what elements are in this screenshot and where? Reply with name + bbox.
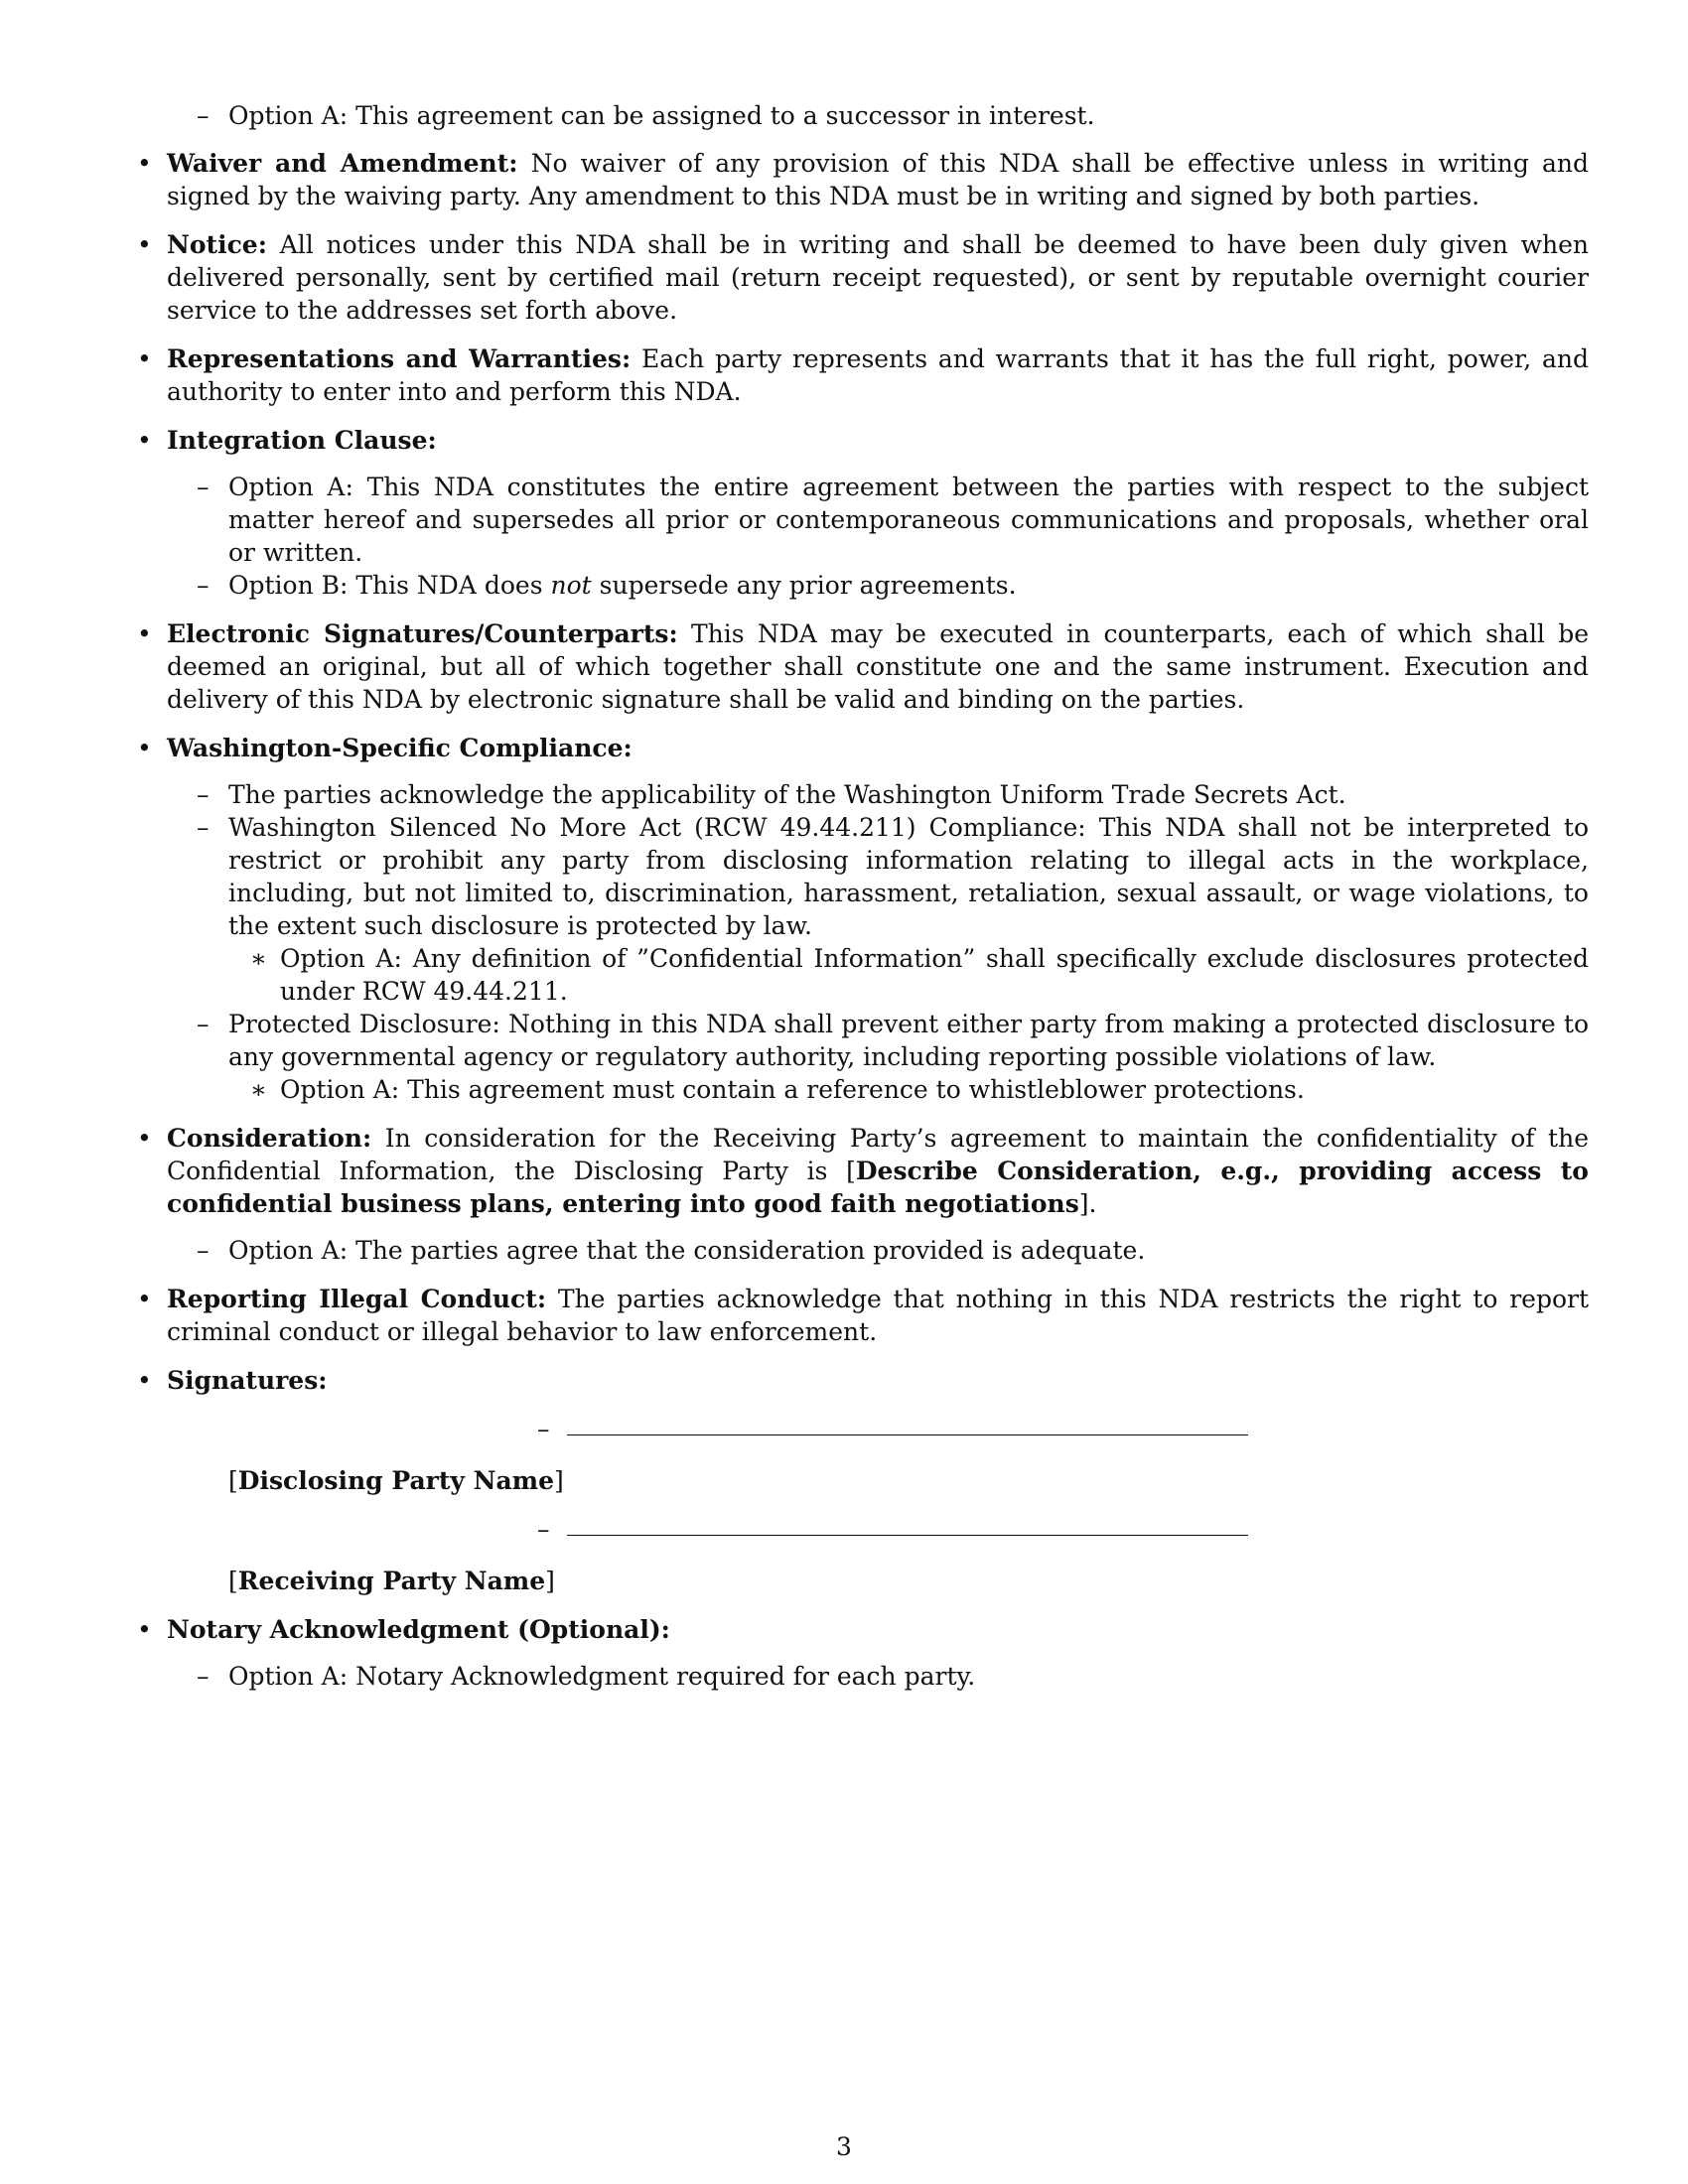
washington-item-trade-secrets: – The parties acknowledge the applicability of the Washington Uniform Trade Secrets Act. xyxy=(167,778,1589,811)
washington-clause xyxy=(167,732,1589,1106)
signatures-title: Signatures: xyxy=(167,1366,328,1395)
washington-item-silenced-option-a: ∗ Option A: Any definition of ”Confidential Information” shall specifically exclude disclosures protected under RCW 49.44.211. xyxy=(167,942,1589,1008)
reps-title: Representations and Warranties: xyxy=(167,344,632,373)
reporting-text: The parties acknowledge that nothing in this NDA restricts the right to report criminal conduct or illegal behavior to law enforcement. xyxy=(167,1285,1590,1346)
integration-option-a: – Option A: This NDA constitutes the entire agreement between the parties with respect to the subject matter hereof and supersedes all prior or contemporaneous communications and proposals, whether oral or written. xyxy=(167,471,1589,569)
notice-title: Notice: xyxy=(167,230,267,259)
disclosing-signature-line: – xyxy=(167,1407,1589,1446)
disclosing-party-name: [Disclosing Party Name] xyxy=(228,1466,564,1495)
receiving-party-name: [Receiving Party Name] xyxy=(228,1567,555,1595)
signatures-clause xyxy=(167,1364,1589,1597)
washington-item-protected-disclosure: – Protected Disclosure: Nothing in this NDA shall prevent either party from making a protected disclosure to any governmental agency or regulatory authority, including reporting possible violations of law. xyxy=(167,1008,1589,1073)
consideration-placeholder: Describe Consideration, e.g., providing access to confidential business plans, entering into good faith negotiations xyxy=(167,1157,1589,1218)
washington-item-silenced-no-more: – Washington Silenced No More Act (RCW 49.44.211) Compliance: This NDA shall not be interpreted to restrict or prohibit any party from disclosing information relating to illegal acts in the workplace, including, but not limited to, discrimination, harassment, retaliation, sexual assault, or wage violations, to the extent such disclosure is protected by law. xyxy=(167,811,1589,942)
reporting-clause xyxy=(167,1283,1589,1348)
washington-title: Washington-Specific Compliance: xyxy=(167,734,633,762)
integration-clause xyxy=(167,424,1589,602)
notary-clause xyxy=(167,1613,1589,1693)
reporting-title: Reporting Illegal Conduct: xyxy=(167,1285,547,1313)
assignment-option-a: – Option A: This agreement can be assigned to a successor in interest. xyxy=(167,99,1589,132)
consideration-title: Consideration: xyxy=(167,1124,372,1153)
washington-item-protected-option-a: ∗ Option A: This agreement must contain a reference to whistleblower protections. xyxy=(167,1073,1589,1106)
esign-clause xyxy=(167,617,1589,716)
document-page xyxy=(167,99,1589,1708)
receiving-signature-line: – xyxy=(167,1507,1589,1547)
notary-title: Notary Acknowledgment (Optional): xyxy=(167,1615,670,1644)
page-number: 3 xyxy=(836,2132,852,2161)
waiver-title: Waiver and Amendment: xyxy=(167,149,518,178)
reps-clause xyxy=(167,342,1589,408)
integration-option-b: – Option B: This NDA does not supersede any prior agreements. xyxy=(167,569,1589,602)
integration-title: Integration Clause: xyxy=(167,426,437,455)
notice-text: All notices under this NDA shall be in writing and shall be deemed to have been duly given when delivered personally, sent by certified mail (return receipt requested), or sent by reputable overnight courier service to the addresses set forth above. xyxy=(167,230,1590,325)
notice-clause xyxy=(167,228,1589,327)
reps-text: Each party represents and warrants that it has the full right, power, and authority to enter into and perform this NDA. xyxy=(167,344,1590,406)
notary-option-a: – Option A: Notary Acknowledgment required for each party. xyxy=(167,1660,1589,1693)
waiver-clause xyxy=(167,147,1589,212)
esign-title: Electronic Signatures/Counterparts: xyxy=(167,619,678,648)
esign-text: This NDA may be executed in counterparts, each of which shall be deemed an original, but all of which together shall constitute one and the same instrument. Execution and delivery of this NDA by electronic signature shall be valid and binding on the parties. xyxy=(167,619,1590,714)
consideration-clause: • Consideration: In consideration for the Receiving Party’s agreement to maintain the confidentiality of the Confidential Information, the Disclosing Party is [Describe Consideration, e.g., providing access to confidential business plans, entering into good faith negotiations]. – Option A: The parties agree that the consideration provided is adequate. xyxy=(167,1122,1589,1267)
waiver-text: No waiver of any provision of this NDA shall be effective unless in writing and signed by the waiving party. Any amendment to this NDA must be in writing and signed by both parties. xyxy=(167,149,1590,210)
emphasis-not: not xyxy=(550,571,592,600)
consideration-option-a: – Option A: The parties agree that the consideration provided is adequate. xyxy=(167,1234,1589,1267)
